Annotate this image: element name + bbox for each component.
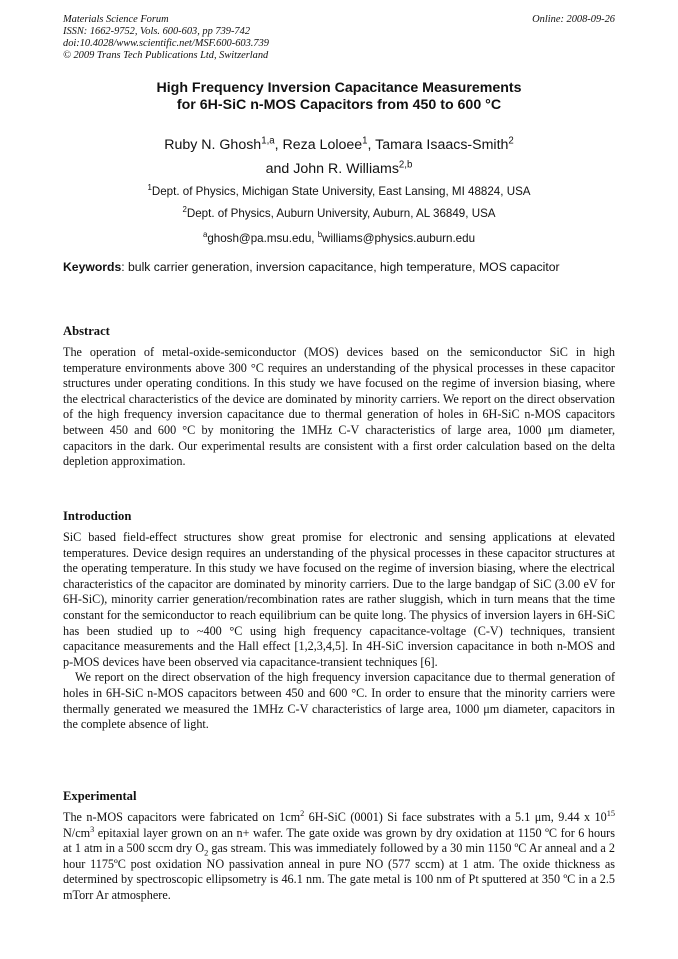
affil-text: Dept. of Physics, Auburn University, Auburn, AL 36849, USA bbox=[186, 207, 496, 220]
affiliation-1 bbox=[63, 185, 615, 199]
email-marker: a bbox=[202, 230, 208, 240]
paper-title bbox=[63, 80, 615, 113]
affiliation-2 bbox=[63, 207, 615, 221]
affil-marker: 1 bbox=[147, 183, 152, 193]
doi-line: doi:10.4028/www.scientific.net/MSF.600-603.739 bbox=[63, 38, 269, 49]
introduction-paragraph-2: We report on the direct observation of the high frequency inversion capacitance due to thermal generation of holes in 6H-SiC n-MOS capacitors between 450 and 600 °C. In order to ensure that the minority carriers were thermally generated we measured the 1MHz C-V characteristics of large area, 1000 μm diameter, capacitors in the complete absence of light. bbox=[63, 670, 615, 732]
journal-name: Materials Science Forum bbox=[63, 14, 169, 25]
author-affil-marker: 2,b bbox=[398, 159, 413, 171]
author-list bbox=[63, 133, 615, 181]
exp-sup: 15 bbox=[606, 808, 615, 818]
author-line-1 bbox=[63, 133, 615, 157]
affil-marker: 2 bbox=[182, 205, 187, 215]
exp-text: N/cm bbox=[63, 825, 91, 840]
affil-text: Dept. of Physics, Michigan State University, East Lansing, MI 48824, USA bbox=[151, 185, 531, 198]
exp-sup: 3 bbox=[90, 824, 95, 834]
abstract-heading: Abstract bbox=[63, 324, 110, 338]
author-line-2 bbox=[63, 157, 615, 181]
journal-header bbox=[63, 14, 615, 62]
exp-text: gas stream. This was immediately followed by a 30 min 1150 ºC Ar anneal and a 2 hour 1175ºC post oxidation NO passivation anneal in pure NO (577 sccm) at 1 atm. The oxide thickness as determined by spectroscopic ellipsometry is 46.1 nm. The gate metal is 100 nm of Pt sputtered at 350 ºC in a 2.5 mTorr Ar atmosphere. bbox=[63, 841, 615, 902]
keywords-text: : bulk carrier generation, inversion capacitance, high temperature, MOS capacitor bbox=[121, 260, 560, 274]
introduction-heading: Introduction bbox=[63, 509, 132, 523]
copyright-line: © 2009 Trans Tech Publications Ltd, Switzerland bbox=[63, 50, 269, 61]
introduction-body bbox=[63, 530, 615, 733]
email-marker: b bbox=[317, 230, 323, 240]
introduction-paragraph-1: SiC based field-effect structures show great promise for electronic and sensing applications at elevated temperatures. Device design requires an understanding of the physical processes in these capacitor structures at the operating temperature. In this study we have focused on the regime of inversion biasing, where the electrical characteristics of the capacitor are dominated by minority carriers. Due to the large bandgap of SiC (3.00 eV for 6H-SiC), minority carrier generation/recombination rates are rather sluggish, which in turn means that the time constant for the semiconductor to reach equilibrium can be quite long. The physics of inversion layers in 6H-SiC has been studied up to ~400 °C using high frequency capacitance-voltage (C-V) techniques, transient capacitance measurements and the Hall effect [1,2,3,4,5]. In 4H-SiC inversion capacitance in both n-MOS and p-MOS devices have been observed via capacitance-transient techniques [6]. bbox=[63, 530, 615, 669]
abstract-body bbox=[63, 345, 615, 470]
author-emails bbox=[63, 232, 615, 246]
keywords-label: Keywords bbox=[63, 260, 122, 274]
author-name: and John R. Williams bbox=[265, 161, 399, 177]
email-ghosh: ghosh@pa.msu.edu, bbox=[207, 232, 318, 245]
exp-text: epitaxial layer grown on an n+ wafer. The gate oxide was grown by dry oxidation at 1150 ºC for 6 hours at 1 atm in a 500 sccm dry O bbox=[63, 825, 615, 856]
title-line-2: for 6H-SiC n-MOS Capacitors from 450 to 600 °C bbox=[176, 96, 502, 113]
experimental-body bbox=[63, 810, 615, 904]
experimental-heading: Experimental bbox=[63, 789, 137, 803]
experimental-paragraph bbox=[63, 810, 615, 904]
author-affil-marker: 1,a bbox=[261, 135, 275, 147]
exp-sup: 2 bbox=[300, 808, 305, 818]
author-name: , Reza Loloee bbox=[274, 137, 363, 153]
online-date: Online: 2008-09-26 bbox=[532, 14, 615, 25]
exp-text: 6H-SiC (0001) Si face substrates with a 5.1 μm, 9.44 x 10 bbox=[304, 810, 607, 824]
author-name: , Tamara Isaacs-Smith bbox=[367, 137, 509, 153]
title-line-1: High Frequency Inversion Capacitance Measurements bbox=[156, 80, 522, 96]
author-affil-marker: 2 bbox=[508, 135, 514, 147]
keywords bbox=[63, 260, 615, 275]
exp-sub: 2 bbox=[204, 848, 209, 858]
abstract-paragraph: The operation of metal-oxide-semiconductor (MOS) devices based on the semiconductor SiC in high temperature environments above 300 °C requires an understanding of the physical processes in these capacitor structures under operating conditions. In this study we have focused on the regime of inversion biasing, where the electrical characteristics of the device are dominated by minority carriers. We report on the direct observation of the high frequency inversion capacitance due to thermal generation of holes in 6H-SiC n-MOS capacitors between 450 and 600 °C by monitoring the 1MHz C-V characteristics of large area, 1000 μm diameter, capacitors in the dark. Our experimental results are consistent with a first order calculation based on the delta depletion approximation. bbox=[63, 345, 615, 469]
author-name: Ruby N. Ghosh bbox=[164, 137, 262, 153]
email-williams: williams@physics.auburn.edu bbox=[322, 232, 476, 245]
exp-text: The n-MOS capacitors were fabricated on 1cm bbox=[63, 810, 301, 824]
issn-line: ISSN: 1662-9752, Vols. 600-603, pp 739-742 bbox=[63, 26, 251, 37]
author-affil-marker: 1 bbox=[362, 135, 368, 147]
